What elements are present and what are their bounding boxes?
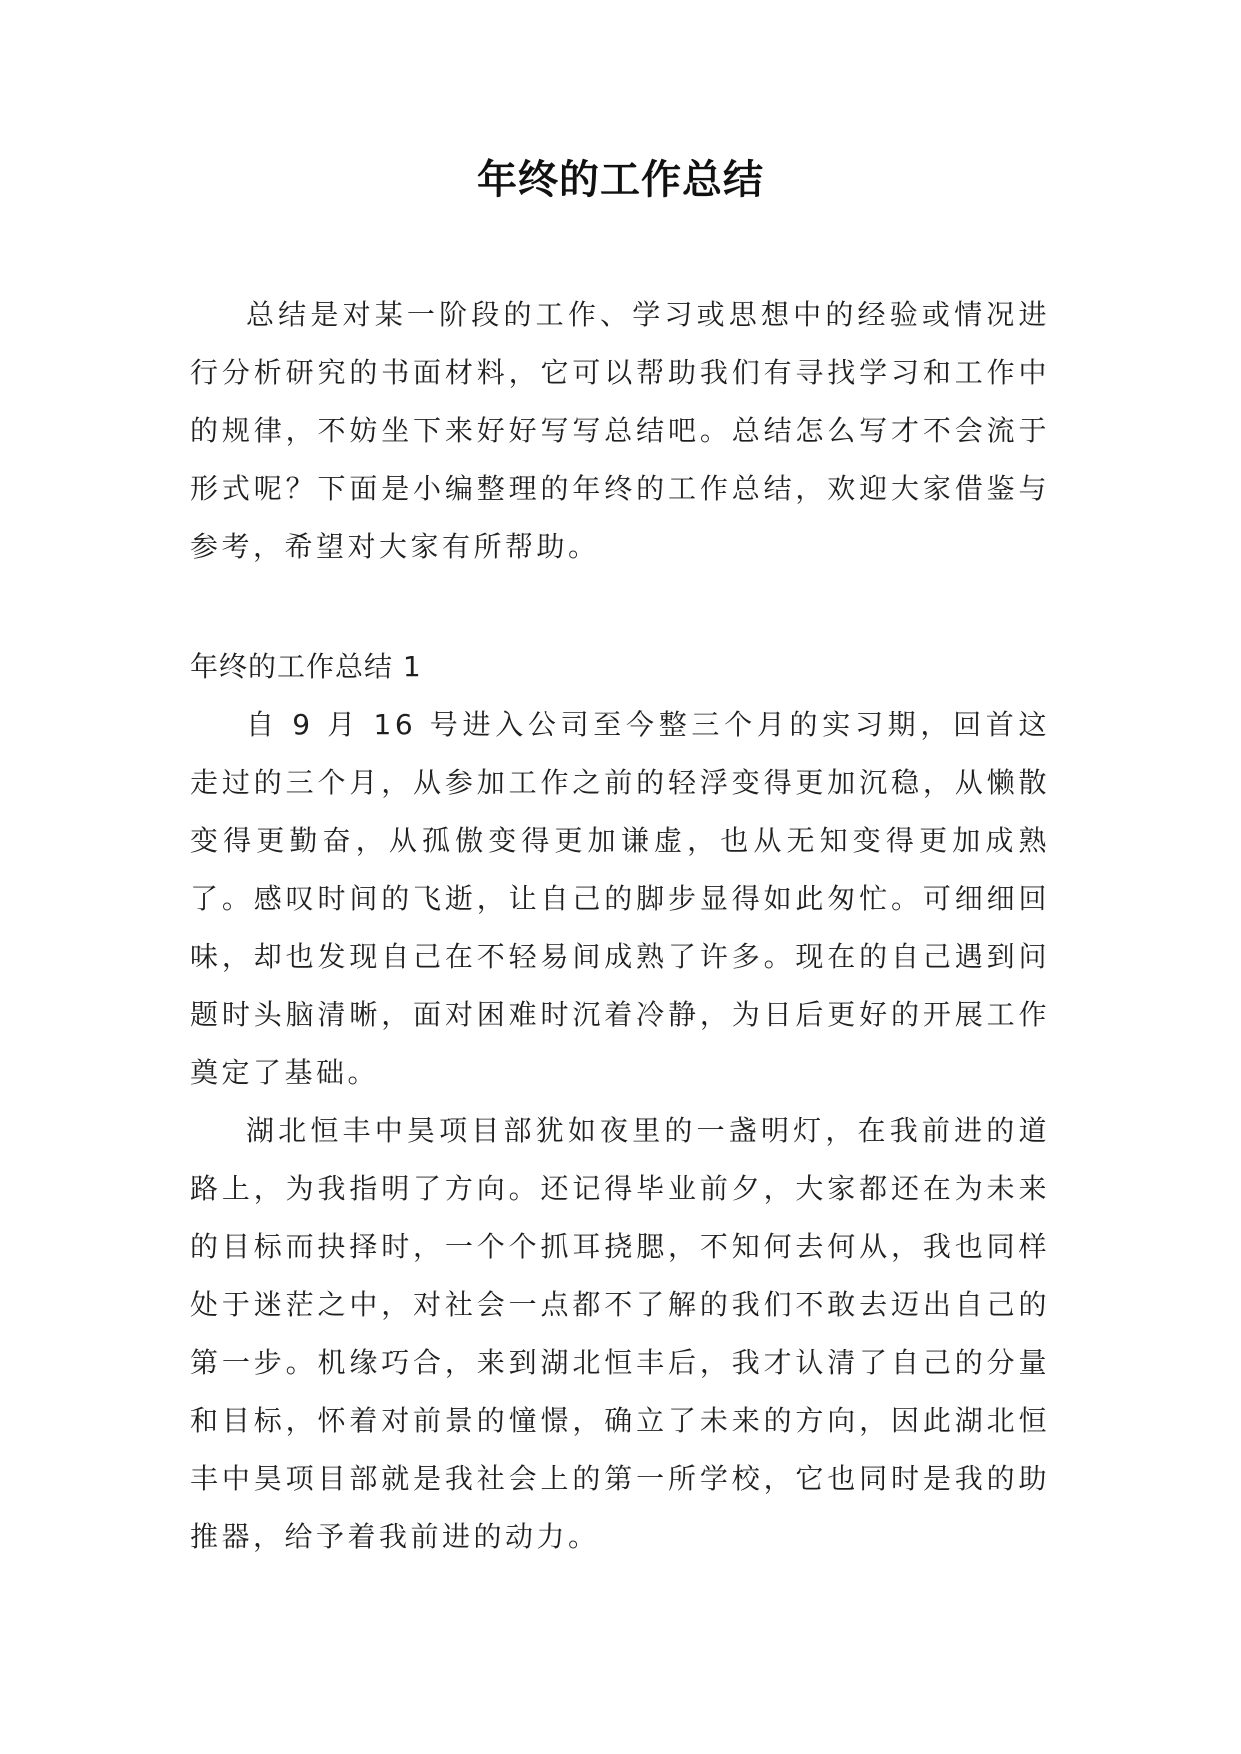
- intro-paragraph: 总结是对某一阶段的工作、学习或思想中的经验或情况进行分析研究的书面材料，它可以帮助我们有寻找学习和工作中的规律，不妨坐下来好好写写总结吧。总结怎么写才不会流于形式呢？下面是小编整理的年终的工作总结，欢迎大家借鉴与参考，希望对大家有所帮助。: [190, 298, 1050, 563]
- section-1: [190, 638, 1050, 1566]
- document-body: [190, 286, 1050, 1566]
- document-title: 年终的工作总结: [477, 156, 764, 203]
- body-paragraph: 自 9 月 16 号进入公司至今整三个月的实习期，回首这走过的三个月，从参加工作之前的轻浮变得更加沉稳，从懒散变得更勤奋，从孤傲变得更加谦虚，也从无知变得更加成熟了。感叹时间的飞逝，让自己的脚步显得如此匆忙。可细细回味，却也发现自己在不轻易间成熟了许多。现在的自己遇到问题时头脑清晰，面对困难时沉着冷静，为日后更好的开展工作奠定了基础。: [190, 708, 1050, 1089]
- body-paragraph: 湖北恒丰中昊项目部犹如夜里的一盏明灯，在我前进的道路上，为我指明了方向。还记得毕业前夕，大家都还在为未来的目标而抉择时，一个个抓耳挠腮，不知何去何从，我也同样处于迷茫之中，对社会一点都不了解的我们不敢去迈出自己的第一步。机缘巧合，来到湖北恒丰后，我才认清了自己的分量和目标，怀着对前景的憧憬，确立了未来的方向，因此湖北恒丰中昊项目部就是我社会上的第一所学校，它也同时是我的助推器，给予着我前进的动力。: [190, 1114, 1050, 1553]
- section-heading: 年终的工作总结 1: [190, 650, 422, 683]
